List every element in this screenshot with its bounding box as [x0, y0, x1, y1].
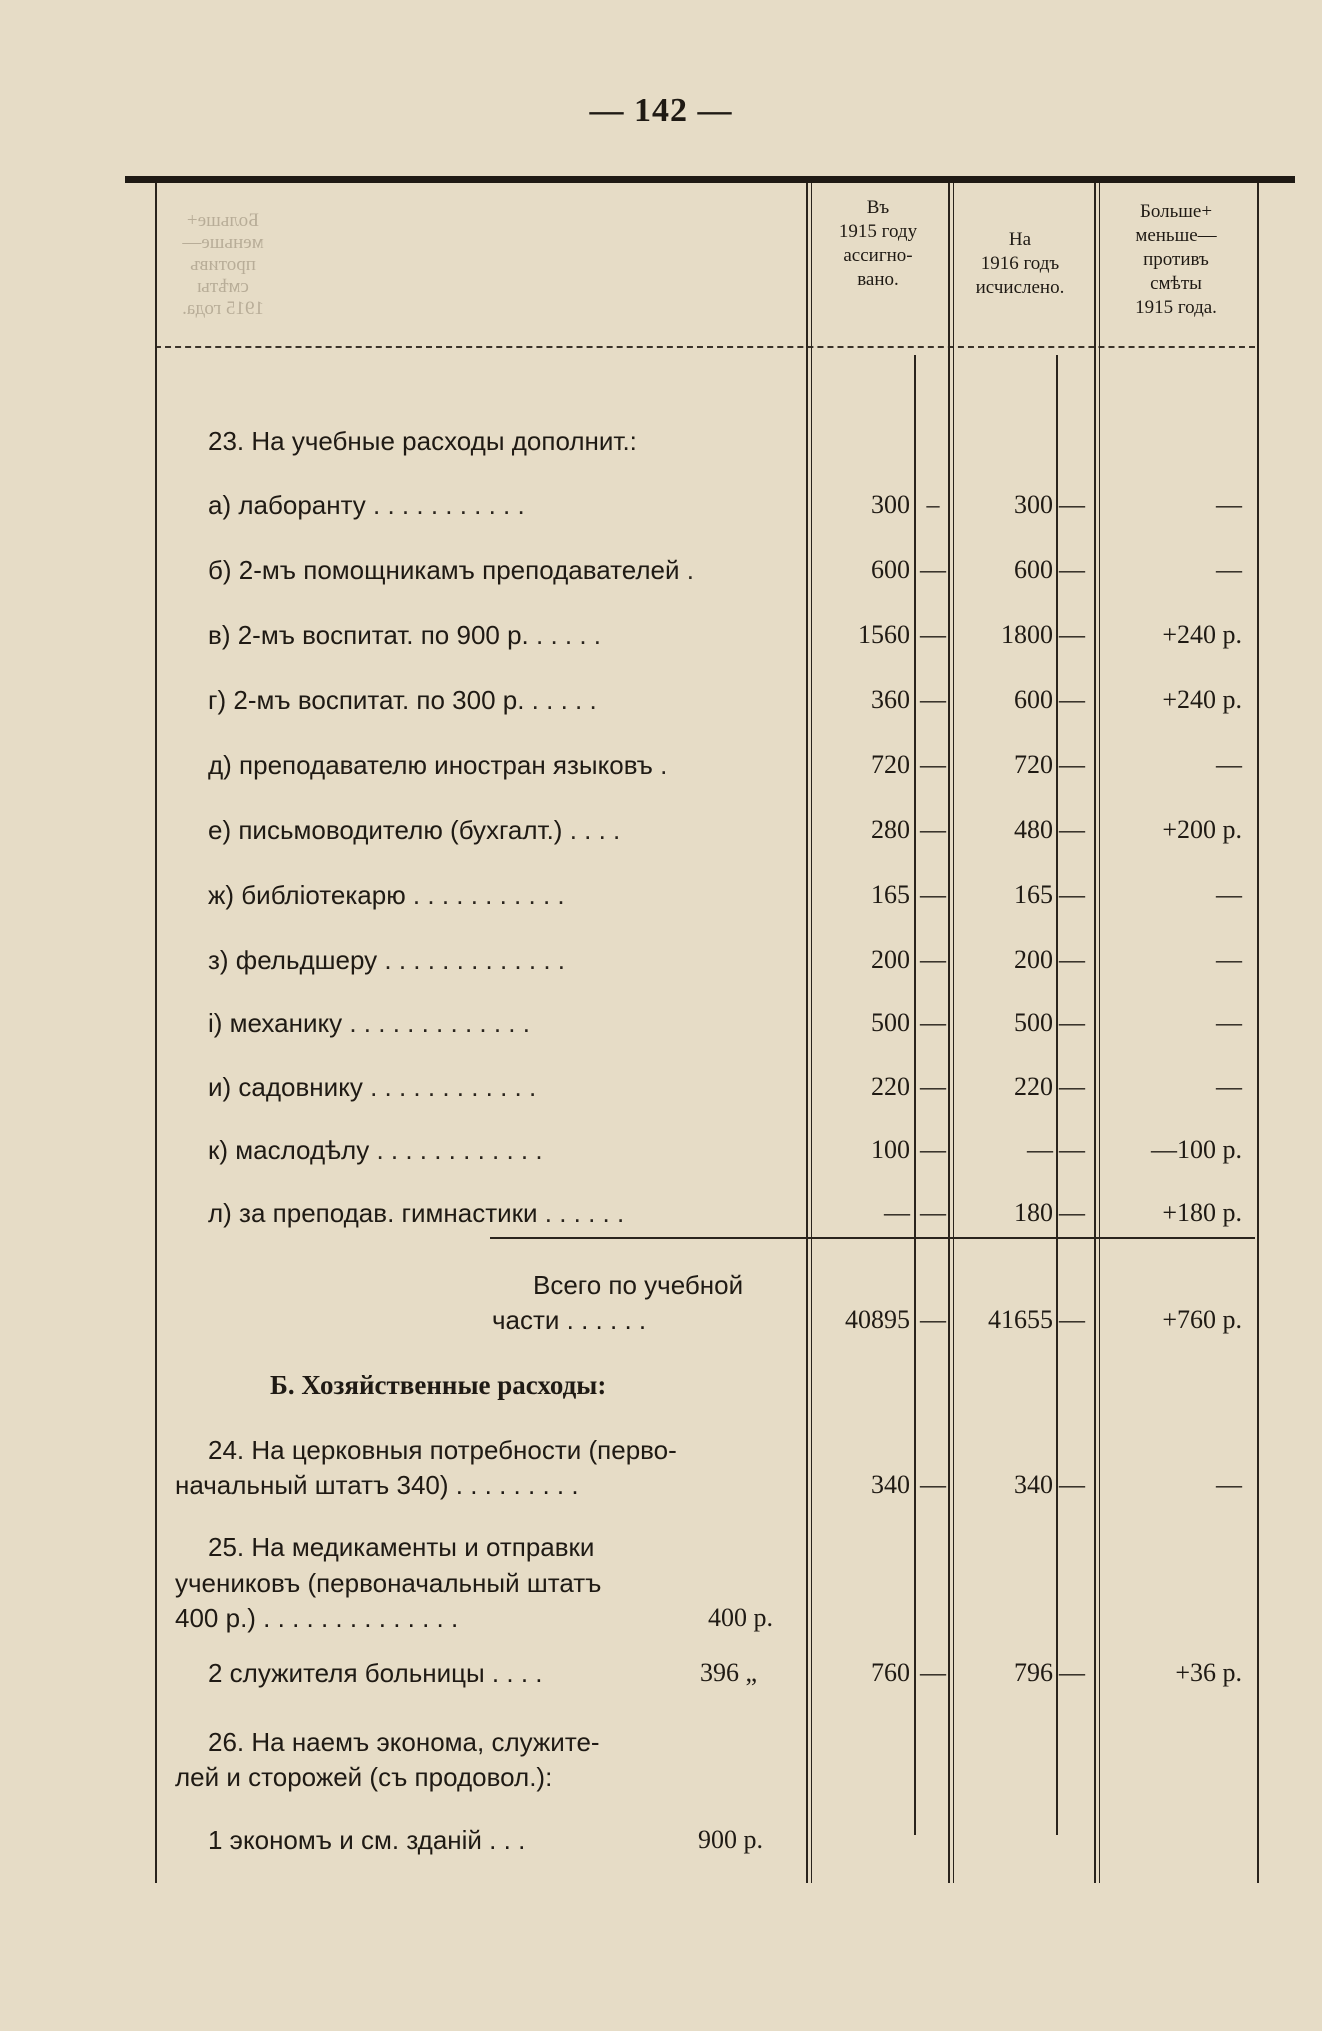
- table-row: [0, 945, 1322, 985]
- row-dots: . . . . . . . . . . . .: [369, 1135, 543, 1165]
- dash-1916: —: [1059, 1658, 1085, 1687]
- row-text: к) маслодѣлу: [208, 1135, 370, 1165]
- value-diff: +200 р.: [1162, 815, 1242, 844]
- value-diff: +240 р.: [1162, 620, 1242, 649]
- ghost-line: смѣты: [197, 276, 249, 297]
- item25-line2: учениковъ (первоначальный штатъ: [175, 1568, 602, 1598]
- value-1915: 200: [871, 945, 910, 974]
- total-dash-1916: —: [1059, 1305, 1085, 1334]
- row-dots: . . . . . . . . . . . .: [362, 1072, 537, 1102]
- total-1915: 40895: [845, 1305, 910, 1334]
- row-label: [208, 1072, 808, 1103]
- value-1915: 100: [871, 1135, 910, 1164]
- row-label: [208, 555, 808, 586]
- row-dots: . . . . . . . . . . .: [405, 880, 565, 910]
- row-dots: . . . . .: [524, 685, 597, 715]
- value-diff: —: [1216, 555, 1242, 584]
- value-1916: 180: [1014, 1198, 1053, 1227]
- dash-1915: —: [920, 620, 946, 649]
- econ-amount: 900 р.: [698, 1825, 763, 1854]
- total-row: [0, 1305, 1322, 1345]
- value-1916: 200: [1014, 945, 1053, 974]
- header-line: 1915 года.: [1135, 297, 1217, 318]
- dash-1916: —: [1059, 815, 1085, 844]
- servants-amount: 396 „: [700, 1658, 758, 1687]
- dash-1915: —: [920, 1072, 946, 1101]
- value-1916: 1800: [1001, 620, 1053, 649]
- value-diff: —: [1216, 490, 1242, 519]
- value-1915: 600: [871, 555, 910, 584]
- dash-1915: —: [920, 880, 946, 909]
- dash-1915: —: [920, 945, 946, 974]
- value-diff: —100 р.: [1151, 1135, 1242, 1164]
- row-text: д) преподавателю иностран языковъ: [208, 750, 653, 780]
- dash-1916: —: [1059, 1135, 1085, 1164]
- header-line: На: [1008, 229, 1032, 250]
- row-text: г) 2-мъ воспитат. по 300 р.: [208, 685, 525, 715]
- row-text: з) фельдшеру: [208, 945, 378, 975]
- table-row: [0, 620, 1322, 660]
- row-dots: .: [652, 750, 668, 780]
- dash-1916: —: [1059, 555, 1085, 584]
- value-1916: 600: [1014, 685, 1053, 714]
- dash-1916: —: [1059, 685, 1085, 714]
- ghost-line: 1915 года.: [182, 298, 264, 319]
- header-rule: [155, 346, 1255, 348]
- dash-1915: —: [920, 815, 946, 844]
- ghost-line: Больше+: [186, 210, 260, 231]
- value-1916: 165: [1014, 880, 1053, 909]
- row-label: [208, 490, 808, 521]
- item26-line2: лей и сторожей (съ продовол.):: [175, 1762, 553, 1792]
- row-dots: . . . . . .: [537, 1198, 625, 1228]
- row-text: и) садовнику: [208, 1072, 363, 1102]
- dash-1916: —: [1059, 945, 1085, 974]
- value-diff: +240 р.: [1162, 685, 1242, 714]
- total-dash-1915: —: [920, 1305, 946, 1334]
- total-label-line1: Всего по учебной: [533, 1270, 744, 1300]
- row-text: л) за преподав. гимнастики: [208, 1198, 538, 1228]
- item24-row: [0, 1470, 1322, 1510]
- item25-line3: 400 р.) . . . . . . . . . . . . . .: [175, 1603, 459, 1633]
- row-dots: . . . . . . . . . . . . .: [342, 1008, 530, 1038]
- item24-line2: начальный штатъ 340) . . . . . . . . .: [175, 1470, 579, 1500]
- value-1915: —: [884, 1198, 910, 1227]
- value-1915: 280: [871, 815, 910, 844]
- table-row: [0, 750, 1322, 790]
- item24-line1: 24. На церковныя потребности (перво-: [208, 1435, 677, 1465]
- value-diff: —: [1216, 945, 1242, 974]
- table-row: [0, 490, 1322, 530]
- dash-1916: —: [1059, 620, 1085, 649]
- header-col-1916: [950, 228, 1090, 300]
- row-label: [208, 880, 808, 911]
- value-1915: 1560: [858, 620, 910, 649]
- row-label: [208, 750, 808, 781]
- value-1915: 720: [871, 750, 910, 779]
- value-diff: —: [1216, 1470, 1242, 1499]
- dash-1915: —: [920, 1470, 946, 1499]
- ghost-line: противъ: [190, 254, 256, 275]
- value-1916: 220: [1014, 1072, 1053, 1101]
- dash-1916: —: [1059, 1072, 1085, 1101]
- table-row: [0, 685, 1322, 725]
- section-b-title: Б. Хозяйственные расходы:: [270, 1370, 607, 1400]
- dash-1915: –: [926, 490, 940, 519]
- header-line: противъ: [1143, 249, 1209, 270]
- value-1915: 300: [871, 490, 910, 519]
- row-text: е) письмоводителю (бухгалт.): [208, 815, 563, 845]
- value-1916: 300: [1014, 490, 1053, 519]
- servants-label: 2 служителя больницы . . . .: [208, 1658, 543, 1688]
- value-diff: —: [1216, 880, 1242, 909]
- value-1915: 165: [871, 880, 910, 909]
- item25-amount: 400 р.: [708, 1603, 773, 1632]
- row-text: в) 2-мъ воспитат. по 900 р.: [208, 620, 529, 650]
- row-dots: . . . .: [562, 815, 621, 845]
- row-label: [208, 945, 808, 976]
- row-text: а) лаборанту: [208, 490, 366, 520]
- table-row: [0, 1072, 1322, 1112]
- header-line: Больше+: [1139, 201, 1213, 222]
- value-1916: 340: [1014, 1470, 1053, 1499]
- row-label: [208, 1135, 808, 1166]
- value-1916: 796: [1014, 1658, 1053, 1687]
- top-rule: [125, 176, 1295, 183]
- page-number: — 142 —: [589, 92, 733, 129]
- header-line: 1916 годъ: [980, 253, 1060, 274]
- value-1915: 220: [871, 1072, 910, 1101]
- value-diff: —: [1216, 750, 1242, 779]
- row-dots: . . . . .: [528, 620, 602, 650]
- value-1916: 480: [1014, 815, 1053, 844]
- table-row: [0, 555, 1322, 595]
- row-label: [208, 1008, 808, 1039]
- header-line: ассигно-: [843, 245, 913, 266]
- dash-1915: —: [920, 750, 946, 779]
- table-row: [0, 1198, 1322, 1238]
- table-row: [0, 880, 1322, 920]
- total-diff: +760 р.: [1162, 1305, 1242, 1334]
- row-label: [208, 815, 808, 846]
- dash-1916: —: [1059, 1198, 1085, 1227]
- table-row: [0, 1008, 1322, 1048]
- dash-1916: —: [1059, 750, 1085, 779]
- dash-1916: —: [1059, 1470, 1085, 1499]
- header-line: Въ: [866, 197, 890, 218]
- value-1916: 500: [1014, 1008, 1053, 1037]
- value-1915: 500: [871, 1008, 910, 1037]
- value-1915: 760: [871, 1658, 910, 1687]
- value-diff: +180 р.: [1162, 1198, 1242, 1227]
- item25-line1: 25. На медикаменты и отправки: [208, 1532, 595, 1562]
- row-label: [208, 620, 808, 651]
- dash-1915: —: [920, 1658, 946, 1687]
- header-col-1915: [808, 196, 948, 292]
- row-label: [208, 1198, 808, 1229]
- value-1915: 360: [871, 685, 910, 714]
- dash-1915: —: [920, 1135, 946, 1164]
- dash-1916: —: [1059, 880, 1085, 909]
- value-diff: —: [1216, 1008, 1242, 1037]
- header-line: смѣты: [1150, 273, 1202, 294]
- total-label-line2: части . . . . . .: [492, 1305, 647, 1335]
- servants-row: [0, 1658, 1322, 1698]
- table-row: [0, 1135, 1322, 1175]
- row-text: i) механику: [208, 1008, 343, 1038]
- section-a-title: 23. На учебные расходы дополнит.:: [208, 426, 637, 456]
- header-col-diff: [1100, 200, 1252, 320]
- value-1916: —: [1027, 1135, 1053, 1164]
- row-text: ж) библiотекарю: [208, 880, 406, 910]
- row-label: [208, 685, 808, 716]
- dash-1916: —: [1059, 490, 1085, 519]
- header-line: вано.: [857, 269, 899, 290]
- total-1916: 41655: [988, 1305, 1053, 1334]
- row-text: б) 2-мъ помощникамъ преподавателей: [208, 555, 680, 585]
- row-dots: .: [679, 555, 694, 585]
- value-1916: 720: [1014, 750, 1053, 779]
- row-dots: . . . . . . . . . . .: [365, 490, 525, 520]
- ghost-line: меньше—: [182, 232, 264, 253]
- row-dots: . . . . . . . . . . . . .: [377, 945, 565, 975]
- value-diff: +36 р.: [1175, 1658, 1242, 1687]
- table-row: [0, 815, 1322, 855]
- bleed-through-header: [168, 210, 278, 320]
- total-rule: [490, 1237, 1255, 1239]
- header-line: меньше—: [1135, 225, 1217, 246]
- dash-1915: —: [920, 1198, 946, 1227]
- econ-label: 1 экономъ и см. зданій . . .: [208, 1825, 526, 1855]
- header-line: исчислено.: [975, 277, 1065, 298]
- header-line: 1915 году: [838, 221, 918, 242]
- value-1915: 340: [871, 1470, 910, 1499]
- value-1916: 600: [1014, 555, 1053, 584]
- dash-1916: —: [1059, 1008, 1085, 1037]
- dash-1915: —: [920, 685, 946, 714]
- dash-1915: —: [920, 555, 946, 584]
- dash-1915: —: [920, 1008, 946, 1037]
- value-diff: —: [1216, 1072, 1242, 1101]
- item26-line1: 26. На наемъ эконома, служите-: [208, 1727, 600, 1757]
